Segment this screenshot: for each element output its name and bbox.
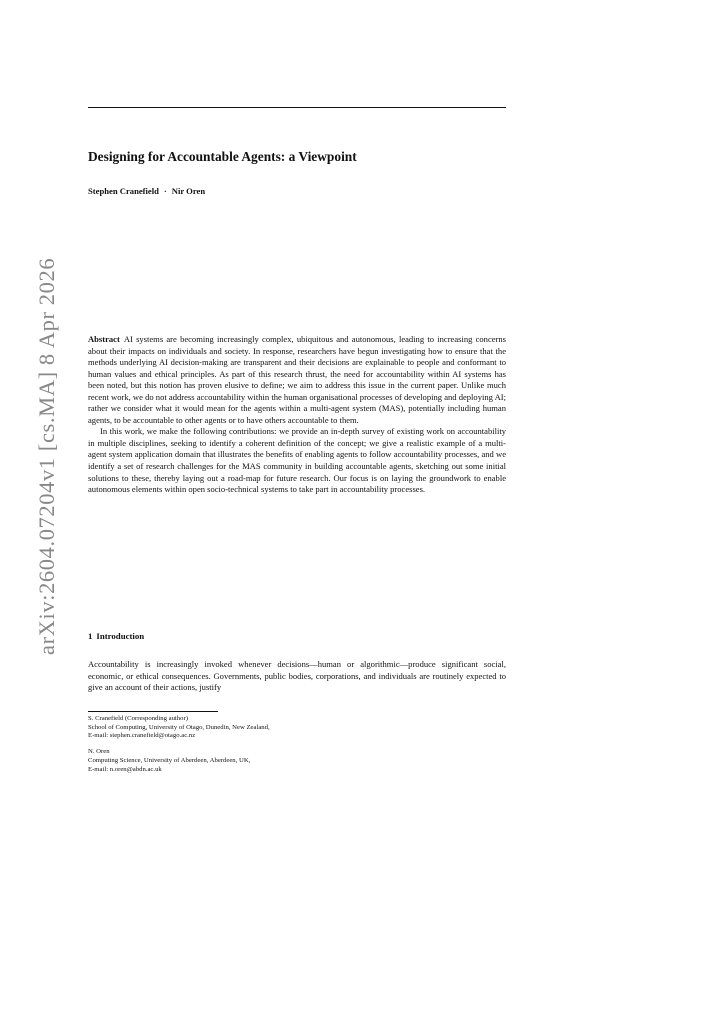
footnote-affiliation: School of Computing, University of Otago, Dunedin, New Zealand,	[88, 723, 270, 731]
footnote-name: N. Oren	[88, 748, 110, 756]
footnote-rule	[88, 711, 218, 712]
abstract-paragraph: In this work, we make the following contributions: we provide an in-depth survey of existing work on accountability in multiple disciplines, seeking to identify a coherent definition of the concept; we give a realistic example of a multi-agent system application domain that illustrates the benefits of enabling agents to follow accountability processes, and we identify a set of research challenges for the MAS community in building accountable agents, sketching out some initial solutions to these, thereby laying out a road-map for future research. Our focus is on laying the groundwork to enable autonomous elements within open socio-technical systems to take part in accountability processes.	[88, 426, 506, 495]
author-name: Nir Oren	[171, 186, 206, 196]
abstract-paragraph	[88, 334, 506, 426]
author-separator: ·	[163, 186, 167, 196]
author-name: Stephen Cranefield	[88, 186, 159, 196]
footnote-affiliation: Computing Science, University of Aberdeen, Aberdeen, UK,	[88, 756, 251, 764]
arxiv-id: arXiv:2604.07204v1 [cs.MA] 8 Apr 2026	[34, 257, 59, 655]
abstract-text: AI systems are becoming increasingly complex, ubiquitous and autonomous, leading to increasing concerns about their impacts on individuals and society. In response, researchers have begun investigating how to ensure that the methods underlying AI decision-making are transparent and their decisions are explainable to people and conformant to human values and ethical principles. As part of this research thrust, the need for accountability within AI systems has been noted, but this notion has proven elusive to define; we aim to address this issue in the current paper. Unlike much recent work, we do not address accountability within the human organisational processes of developing and deploying AI; rather we consider what it would mean for the agents within a multi-agent system (MAS), potentially including human agents, to be accountable to other agents or to have others accountable to them.	[88, 334, 506, 425]
footnote-author-1	[88, 715, 506, 741]
author-footnotes	[88, 715, 506, 774]
footnote-email: E-mail: n.oren@abdn.ac.uk	[88, 765, 162, 773]
abstract-block	[88, 334, 506, 496]
footnote-name: S. Cranefield (Corresponding author)	[88, 715, 188, 722]
section-number: 1	[88, 631, 93, 641]
header-rule	[88, 107, 506, 108]
footnote-author-2	[88, 748, 506, 774]
section-title: Introduction	[96, 631, 145, 641]
section-heading	[88, 631, 144, 642]
intro-paragraph: Accountability is increasingly invoked whenever decisions—human or algorithmic—produce significant social, economic, or ethical consequences. Governments, public bodies, corporations, and individuals are routinely expected to give an account of their actions, justify	[88, 659, 506, 693]
paper-title: Designing for Accountable Agents: a Viewpoint	[88, 149, 357, 164]
author-list	[88, 186, 205, 197]
abstract-label: Abstract	[88, 334, 120, 344]
footnote-email: E-mail: stephen.cranefield@otago.ac.nz	[88, 732, 196, 740]
